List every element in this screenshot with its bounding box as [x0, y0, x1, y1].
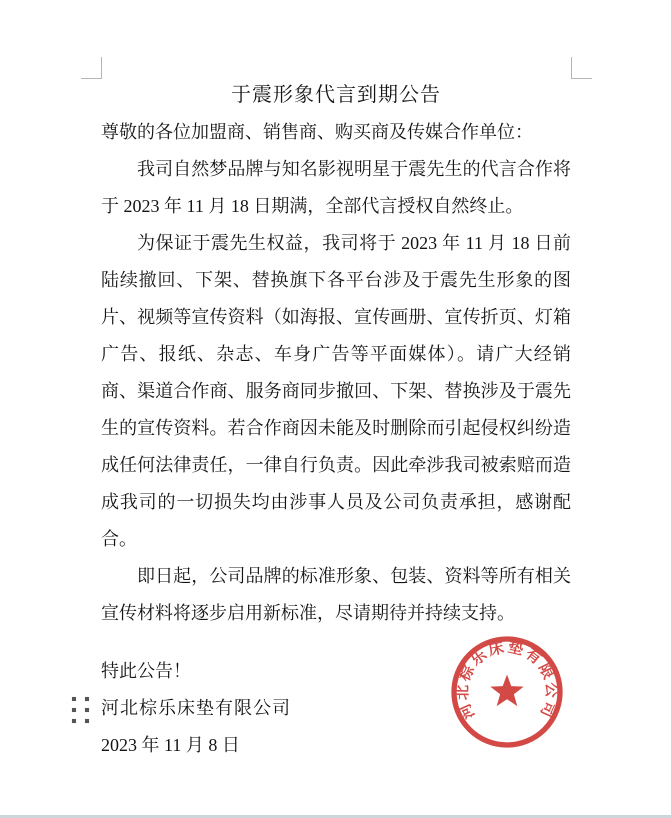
dot	[72, 708, 76, 712]
dot	[72, 697, 76, 701]
company-signature: 河北棕乐床垫有限公司	[101, 698, 291, 718]
dot	[72, 719, 76, 723]
closing-line: 特此公告！	[101, 661, 191, 681]
seal-arc-text: 河北棕乐床垫有限公司	[454, 638, 560, 722]
dot	[85, 697, 89, 701]
paragraph-1: 我司自然梦品牌与知名影视明星于震先生的代言合作将于 2023 年 11 月 18 日期满，全部代言授权自然终止。	[101, 159, 571, 216]
paragraph-2: 为保证于震先生权益，我司将于 2023 年 11 月 18 日前陆续撤回、下架、替换旗下各平台涉及于震先生形象的图片、视频等宣传资料（如海报、宣传画册、宣传折页、灯箱广告、报纸、杂志、车身广告等平面媒体）。请广大经销商、渠道合作商、服务商同步撤回、下架、替换涉及于震先生的宣传资料。若合作商因未能及时删除而引起侵权纠纷造成任何法律责任，一律自行负责。因此牵涉我司被索赔而造成我司的一切损失均由涉事人员及公司负责承担，感谢配合。	[101, 233, 571, 549]
seal-star-icon	[490, 674, 523, 706]
paragraph-3: 即日起，公司品牌的标准形象、包装、资料等所有相关宣传材料将逐步启用新标准，尽请期待并持续支持。	[101, 566, 571, 623]
dot	[85, 708, 89, 712]
dots-marker	[72, 697, 89, 723]
dot	[85, 719, 89, 723]
company-seal	[446, 631, 568, 753]
margin-crop-mark-top-right	[571, 57, 592, 79]
margin-crop-mark-top-left	[81, 57, 102, 79]
salutation-line: 尊敬的各位加盟商、销售商、购买商及传媒合作单位：	[101, 122, 533, 142]
document-title: 于震形象代言到期公告	[231, 84, 441, 106]
date-line: 2023 年 11 月 8 日	[101, 735, 240, 755]
